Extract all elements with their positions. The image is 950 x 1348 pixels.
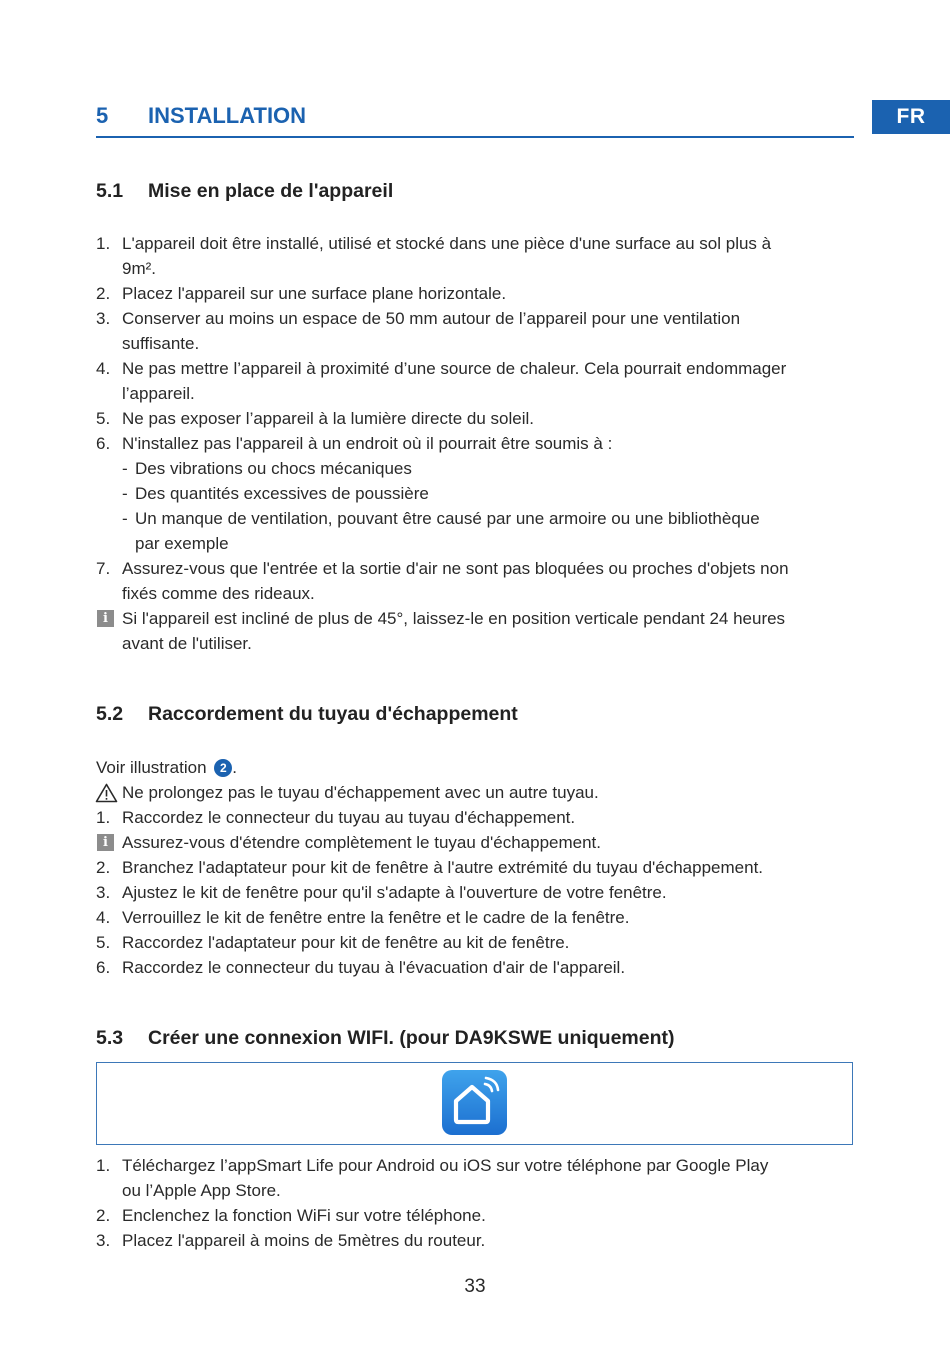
list-marker: 2. [96, 858, 111, 877]
dash-marker: - [122, 484, 128, 503]
note-text: Assurez-vous d'étendre complètement le tuyau d'échappement. [122, 833, 601, 852]
list-marker: 7. [96, 559, 111, 578]
list-text: Un manque de ventilation, pouvant être causé par une armoire ou une bibliothèque [135, 509, 760, 528]
info-icon: i [97, 610, 114, 627]
list-text: l’appareil. [122, 384, 195, 403]
list-marker: 4. [96, 908, 111, 927]
list-marker: 1. [96, 1156, 111, 1175]
chapter-number: 5 [96, 103, 109, 128]
list-text: Assurez-vous que l'entrée et la sortie d'air ne sont pas bloquées ou proches d'objets non [122, 559, 789, 578]
dash-marker: - [122, 459, 128, 478]
list-text: Raccordez le connecteur du tuyau à l'évacuation d'air de l'appareil. [122, 958, 626, 977]
list-marker: 4. [96, 359, 111, 378]
list-text: Téléchargez l’appSmart Life pour Android ou iOS sur votre téléphone par Google Play [122, 1156, 769, 1175]
language-code: FR [896, 105, 926, 128]
list-marker: 1. [96, 808, 111, 827]
list-text: fixés comme des rideaux. [122, 584, 315, 603]
note-text: Si l'appareil est incliné de plus de 45°, laissez-le en position verticale pendant 24 heures [122, 609, 786, 628]
intro-text-wrap [96, 755, 237, 780]
list-text: Conserver au moins un espace de 50 mm autour de l’appareil pour une ventilation [122, 309, 741, 328]
intro-text: Voir illustration [96, 758, 207, 777]
section-number: 5.3 [96, 1027, 124, 1049]
section-title: Raccordement du tuyau d'échappement [148, 703, 518, 725]
list-text: Verrouillez le kit de fenêtre entre la fenêtre et le cadre de la fenêtre. [122, 908, 630, 927]
note-text: avant de l'utiliser. [122, 634, 252, 653]
list-text: suffisante. [122, 334, 200, 353]
list-text: L'appareil doit être installé, utilisé et stocké dans une pièce d'une surface au sol plus à [122, 234, 772, 253]
section-heading-5-1 [96, 180, 856, 206]
list-text: N'installez pas l'appareil à un endroit où il pourrait être soumis à : [122, 434, 613, 453]
chapter-heading [96, 100, 854, 138]
intro-period: . [232, 758, 238, 777]
list-marker: 6. [96, 434, 111, 453]
section-heading-5-2 [96, 703, 856, 729]
section-number: 5.1 [96, 180, 124, 202]
illustration-number-badge: 2 [214, 759, 232, 777]
list-marker: 3. [96, 309, 111, 328]
section-heading-5-3 [96, 1027, 856, 1053]
warning-icon [95, 783, 118, 803]
list-marker: 5. [96, 933, 111, 952]
section-number: 5.2 [96, 703, 124, 725]
list-marker: 5. [96, 409, 111, 428]
list-marker: 3. [96, 1231, 111, 1250]
dash-marker: - [122, 509, 128, 528]
warning-text: Ne prolongez pas le tuyau d'échappement avec un autre tuyau. [122, 783, 599, 802]
list-marker: 1. [96, 234, 111, 253]
list-text: Enclenchez la fonction WiFi sur votre téléphone. [122, 1206, 486, 1225]
list-text: ou l’Apple App Store. [122, 1181, 281, 1200]
list-text: Ne pas mettre l’appareil à proximité d’une source de chaleur. Cela pourrait endommager [122, 359, 787, 378]
list-text: Ajustez le kit de fenêtre pour qu'il s'adapte à l'ouverture de votre fenêtre. [122, 883, 667, 902]
chapter-title: INSTALLATION [148, 103, 307, 128]
list-text: Placez l'appareil à moins de 5mètres du routeur. [122, 1231, 486, 1250]
section-title: Créer une connexion WIFI. (pour DA9KSWE uniquement) [148, 1027, 675, 1049]
list-text: Raccordez l'adaptateur pour kit de fenêtre au kit de fenêtre. [122, 933, 570, 952]
list-text: par exemple [135, 534, 229, 553]
page-number: 33 [464, 1276, 486, 1297]
list-text: Des vibrations ou chocs mécaniques [135, 459, 412, 478]
list-marker: 3. [96, 883, 111, 902]
list-text: Ne pas exposer l’appareil à la lumière directe du soleil. [122, 409, 534, 428]
smart-life-app-icon [442, 1070, 507, 1135]
list-marker: 6. [96, 958, 111, 977]
info-icon: i [97, 834, 114, 851]
list-marker: 2. [96, 1206, 111, 1225]
list-text: 9m². [122, 259, 156, 278]
section-title: Mise en place de l'appareil [148, 180, 394, 202]
list-marker: 2. [96, 284, 111, 303]
list-text: Raccordez le connecteur du tuyau au tuyau d'échappement. [122, 808, 576, 827]
list-text: Des quantités excessives de poussière [135, 484, 429, 503]
list-text: Placez l'appareil sur une surface plane horizontale. [122, 284, 507, 303]
list-text: Branchez l'adaptateur pour kit de fenêtre à l'autre extrémité du tuyau d'échappement. [122, 858, 764, 877]
language-tab [872, 100, 950, 134]
